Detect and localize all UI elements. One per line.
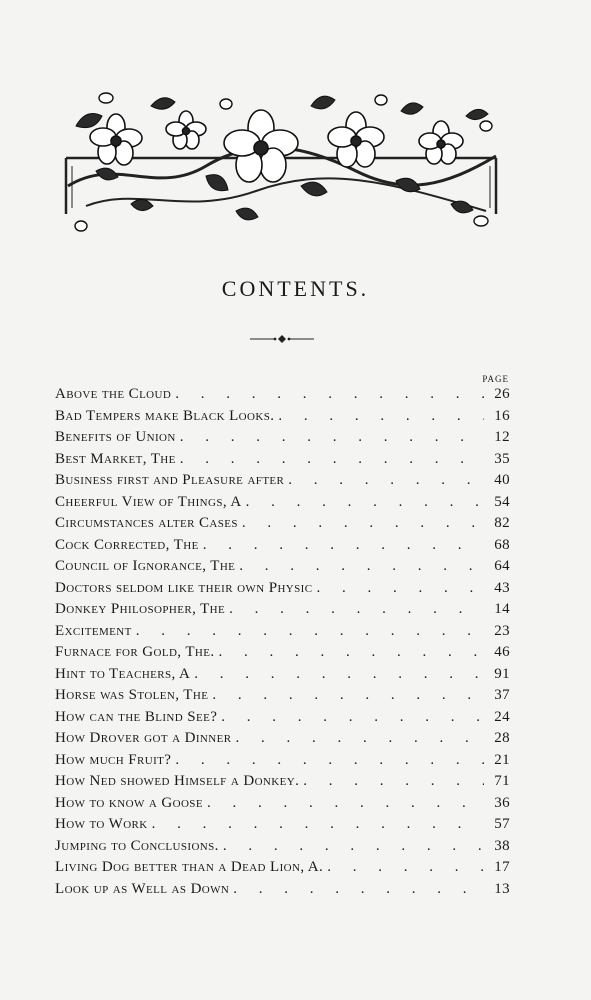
entry-page-number: 35 xyxy=(494,450,510,467)
entry-page-number: 17 xyxy=(494,859,510,875)
contents-entry xyxy=(55,730,510,752)
entry-page-number: 16 xyxy=(494,407,510,424)
page-title: CONTENTS. xyxy=(221,276,370,301)
dot-leader xyxy=(233,881,484,898)
entry-title: How can the Blind See? xyxy=(55,708,218,725)
entry-title: How Drover got a Dinner xyxy=(55,730,232,746)
contents-entry xyxy=(55,773,510,795)
contents-entry xyxy=(55,515,510,537)
contents-entry xyxy=(55,601,510,623)
contents-entry xyxy=(55,580,510,602)
dot-leader xyxy=(235,730,484,747)
contents-entry xyxy=(55,752,510,774)
contents-entry xyxy=(55,451,510,473)
dot-leader xyxy=(303,773,484,790)
contents-entry xyxy=(55,429,510,451)
contents-entry xyxy=(55,494,510,516)
entry-title: Doctors seldom like their own Physic xyxy=(55,579,313,596)
entry-page-number: 57 xyxy=(494,816,510,832)
dot-leader xyxy=(239,558,484,575)
contents-entry xyxy=(55,795,510,817)
contents-entry xyxy=(55,709,510,731)
contents-entry xyxy=(55,816,510,838)
dot-leader xyxy=(242,515,484,532)
entry-page-number: 68 xyxy=(494,536,510,553)
entry-page-number: 82 xyxy=(494,515,510,531)
dot-leader xyxy=(152,816,484,833)
contents-entry xyxy=(55,537,510,559)
ornamental-rule-icon xyxy=(250,333,314,345)
entry-page-number: 24 xyxy=(494,708,510,725)
floral-ornament-icon xyxy=(56,86,506,236)
entry-title: How Ned showed Himself a Donkey. xyxy=(55,773,300,789)
entry-title: How much Fruit? xyxy=(55,751,172,768)
dot-leader xyxy=(203,537,484,554)
dot-leader xyxy=(175,752,484,769)
entry-page-number: 54 xyxy=(494,493,510,510)
dot-leader xyxy=(136,623,484,640)
entry-page-number: 91 xyxy=(494,665,510,682)
dot-leader xyxy=(175,386,484,403)
contents-entry xyxy=(55,838,510,860)
dot-leader xyxy=(246,494,484,511)
entry-title: Benefits of Union xyxy=(55,429,176,445)
entry-title: Horse was Stolen, The xyxy=(55,687,209,703)
dot-leader xyxy=(212,687,484,704)
contents-list xyxy=(55,386,510,902)
entry-title: Above the Cloud xyxy=(55,386,172,402)
dot-leader xyxy=(180,451,484,468)
entry-title: Circumstances alter Cases xyxy=(55,515,238,531)
entry-title: Council of Ignorance, The xyxy=(55,558,236,574)
entry-title: Furnace for Gold, The. xyxy=(55,644,215,660)
entry-page-number: 21 xyxy=(494,751,510,768)
entry-page-number: 71 xyxy=(494,773,510,789)
dot-leader xyxy=(288,472,484,489)
entry-page-number: 46 xyxy=(494,644,510,660)
entry-page-number: 40 xyxy=(494,472,510,488)
entry-page-number: 28 xyxy=(494,730,510,746)
dot-leader xyxy=(223,838,484,855)
entry-title: Living Dog better than a Dead Lion, A. xyxy=(55,859,324,875)
contents-entry xyxy=(55,386,510,408)
dot-leader xyxy=(219,644,484,661)
contents-entry xyxy=(55,666,510,688)
entry-title: Excitement xyxy=(55,622,132,639)
entry-title: Hint to Teachers, A xyxy=(55,665,191,682)
dot-leader xyxy=(316,580,484,597)
contents-entry xyxy=(55,408,510,430)
entry-title: How to Work xyxy=(55,816,148,832)
entry-page-number: 26 xyxy=(494,386,510,402)
entry-title: Jumping to Conclusions. xyxy=(55,837,219,854)
entry-page-number: 37 xyxy=(494,687,510,703)
dot-leader xyxy=(207,795,484,812)
entry-title: Cock Corrected, The xyxy=(55,536,199,553)
entry-page-number: 23 xyxy=(494,622,510,639)
entry-page-number: 14 xyxy=(494,601,510,617)
contents-entry xyxy=(55,881,510,903)
entry-page-number: 12 xyxy=(494,429,510,445)
entry-title: Donkey Philosopher, The xyxy=(55,601,226,617)
entry-page-number: 64 xyxy=(494,558,510,574)
contents-entry xyxy=(55,472,510,494)
dot-leader xyxy=(180,429,484,446)
contents-entry xyxy=(55,687,510,709)
entry-page-number: 36 xyxy=(494,794,510,811)
entry-page-number: 38 xyxy=(494,837,510,854)
contents-entry xyxy=(55,859,510,881)
dot-leader xyxy=(327,859,484,876)
dot-leader xyxy=(221,709,484,726)
dot-leader xyxy=(229,601,484,618)
contents-entry xyxy=(55,558,510,580)
page-column-label: PAGE xyxy=(482,374,509,384)
entry-title: Best Market, The xyxy=(55,450,176,467)
contents-entry xyxy=(55,644,510,666)
dot-leader xyxy=(194,666,484,683)
entry-title: Business first and Pleasure after xyxy=(55,472,285,488)
entry-title: Cheerful View of Things, A xyxy=(55,493,242,510)
entry-title: How to know a Goose xyxy=(55,794,203,811)
entry-title: Look up as Well as Down xyxy=(55,880,230,897)
entry-page-number: 43 xyxy=(494,579,510,596)
entry-title: Bad Tempers make Black Looks. xyxy=(55,407,275,424)
entry-page-number: 13 xyxy=(494,880,510,897)
dot-leader xyxy=(278,408,484,425)
contents-entry xyxy=(55,623,510,645)
